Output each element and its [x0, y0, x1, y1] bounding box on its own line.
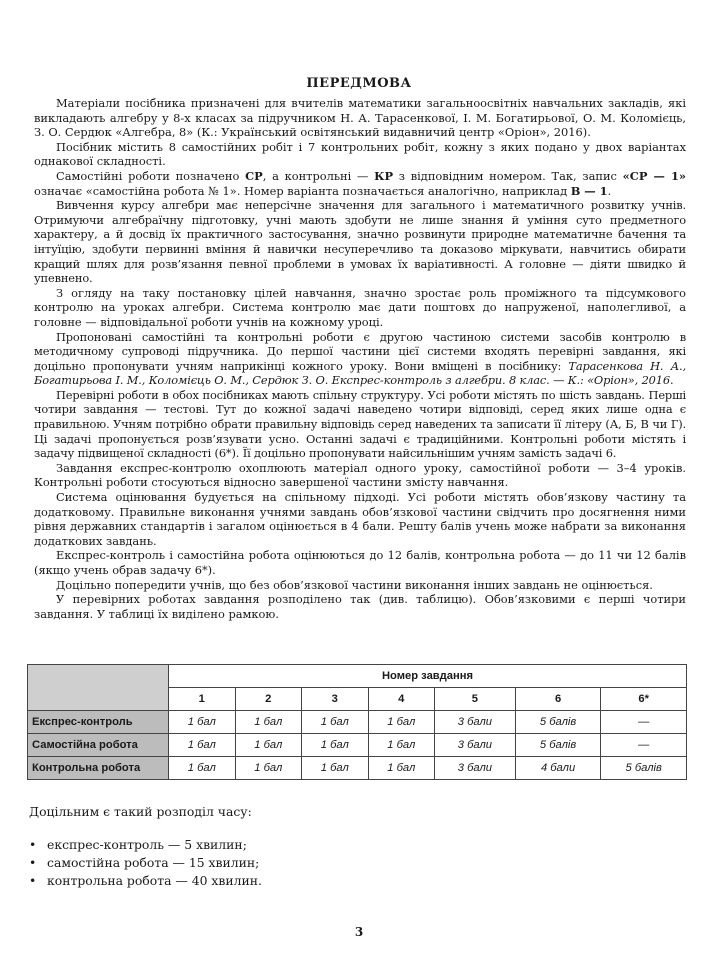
paragraph-text: Доцільно попередити учнів, що без обов’язкової частини виконання інших завдань не оцінюється. [56, 577, 653, 592]
column-header: 6 [515, 688, 601, 711]
preface-body [34, 96, 686, 621]
paragraph-10 [34, 548, 686, 577]
paragraph-text: У перевірних роботах завдання розподілено так (див. таблицю). Обов’язковими є перші чотири завдання. У таблиці їх виділено рамкою. [34, 592, 686, 621]
column-header: 6* [601, 688, 687, 711]
book-reference: Тарасенкова Н. А., Богатирьова І. М., Коломієць О. М., Сердюк З. О. Експрес-контроль з алгебри. 8 клас. — К.: «Оріон», 2016 [34, 358, 686, 388]
paragraph-11 [34, 578, 686, 593]
bullet-icon: • [29, 855, 37, 870]
row-label: Самостійна робота [28, 734, 169, 757]
paragraph-text: означає «самостійна робота № 1». Номер варіанта позначається аналогічно, наприклад [34, 183, 571, 198]
bullet-icon: • [29, 873, 37, 888]
cp-code: «СР — 1» [622, 168, 687, 183]
paragraph-text: Завдання експрес-контролю охоплюють матеріал одного уроку, самостійної роботи — 3–4 уроків. Контрольні роботи стосуються відносно завершеної частини змісту навчання. [34, 460, 686, 490]
scoring-table [27, 664, 687, 780]
table-cell: 1 бал [235, 757, 302, 780]
table-cell: — [601, 711, 687, 734]
paragraph-text: Посібник містить 8 самостійних робіт і 7 контрольних робіт, кожну з яких подано у двох варіантах однакової складності. [34, 139, 686, 169]
task-number-header: Номер завдання [169, 665, 687, 688]
table-cell: 1 бал [169, 757, 236, 780]
table-cell: 1 бал [368, 734, 435, 757]
paragraph-text: з відповідним номером. Так, запис [393, 168, 623, 183]
paragraph-text: Перевірні роботи в обох посібниках мають спільну структуру. Усі роботи містять по шість завдань. Перші чотири завдання — тестові. Тут до кожної задачі наведено чотири відповіді, серед яких лише одна є правильною. Учням потрібно обрати правильну відповідь серед наведених та записати її літеру (А, Б, В чи Г). Ці задачі пропонується розв’язувати усно. Останні задачі є традиційними. Контрольні роботи містять і задачу підвищеної складності (6*). Її доцільно пропонувати найсильнішим учням замість задачі 6. [34, 387, 686, 461]
list-item [29, 836, 262, 854]
table-cell: 3 бали [435, 711, 516, 734]
table-cell: 1 бал [302, 711, 369, 734]
paragraph-5 [34, 286, 686, 330]
paragraph-4 [34, 198, 686, 286]
table-cell: 1 бал [235, 711, 302, 734]
column-header: 2 [235, 688, 302, 711]
table-cell: 1 бал [235, 734, 302, 757]
row-label: Контрольна робота [28, 757, 169, 780]
list-item-text: контрольна робота — 40 хвилин. [47, 873, 262, 888]
paragraph-text: Самостійні роботи позначено [56, 168, 246, 183]
page-number: 3 [354, 925, 364, 939]
paragraph-text: . [607, 183, 612, 198]
paragraph-6 [34, 330, 686, 388]
time-distribution-heading: Доцільним є такий розподіл часу: [29, 804, 252, 819]
column-header: 5 [435, 688, 516, 711]
bullet-icon: • [29, 837, 37, 852]
table-cell: — [601, 734, 687, 757]
paragraph-text: , а контрольні — [262, 168, 375, 183]
paragraph-text: З огляду на таку постановку цілей навчання, значно зростає роль проміжного та підсумкового контролю на уроках алгебри. Система контролю має дати поштовх до напруженої, наполегливої, а головне — відповідальної роботи учнів на кожному уроці. [34, 285, 686, 329]
time-distribution-list [29, 836, 262, 890]
paragraph-1 [34, 96, 686, 140]
table-cell: 1 бал [368, 711, 435, 734]
paragraph-8 [34, 461, 686, 490]
kp-abbrev: КР [374, 168, 394, 183]
table-cell: 5 балів [515, 711, 601, 734]
table-cell: 5 балів [515, 734, 601, 757]
paragraph-text: Матеріали посібника призначені для вчителів математики загальноосвітніх навчальних закладів, які викладають алгебру у 8-х класах за підручником Н. А. Тарасенкової, І. М. Богатирьової, О. М. Коломієць, З. О. Сердюк «Алгебра, 8» (К.: Український освітянський видавничий центр «Оріон», 2016). [34, 96, 686, 140]
table-cell: 4 бали [515, 757, 601, 780]
column-header: 4 [368, 688, 435, 711]
table-cell: 3 бали [435, 734, 516, 757]
table-header-row [28, 665, 687, 688]
list-item [29, 872, 262, 890]
column-header: 3 [302, 688, 369, 711]
list-item-text: експрес-контроль — 5 хвилин; [47, 837, 247, 852]
page-title: ПЕРЕДМОВА [306, 76, 412, 91]
row-label: Експрес-контроль [28, 711, 169, 734]
paragraph-text: . [669, 373, 674, 388]
paragraph-12 [34, 592, 686, 621]
table-row [28, 711, 687, 734]
table-cell: 1 бал [302, 734, 369, 757]
variant-code: В — 1 [570, 183, 608, 198]
paragraph-text: Вивчення курсу алгебри має неперсічне значення для загального і математичного розвитку учнів. Отримуючи алгебраїчну підготовку, учні мають здобути не лише знання й уміння суто предметного характеру, а й досвід їх практичного застосування, значно розвинути природне математичне бачення та інтуїцію, здобути первинні вміння й навички несуперечливо та доказово міркувати, навчитись обирати кращий шлях для розв’язання певної проблеми в умовах їх варіативності. А головне — діяти швидко й упевнено. [34, 198, 686, 286]
table-cell: 1 бал [302, 757, 369, 780]
paragraph-7 [34, 388, 686, 461]
paragraph-text: Пропоновані самостійні та контрольні роботи є другою частиною системи засобів контролю в методичному супроводі підручника. До першої частини цієї системи входять перевірні завдання, які доцільно пропонувати учням наприкінці кожного уроку. Вони вміщені в посібнику: [34, 329, 686, 373]
table-corner-cell [28, 665, 169, 711]
table-row [28, 734, 687, 757]
cp-abbrev: СР [245, 168, 263, 183]
paragraph-text: Експрес-контроль і самостійна робота оцінюються до 12 балів, контрольна робота — до 11 чи 12 балів (якщо учень обрав задачу 6*). [34, 548, 686, 577]
paragraph-9 [34, 490, 686, 548]
table-cell: 1 бал [169, 734, 236, 757]
list-item-text: самостійна робота — 15 хвилин; [47, 855, 260, 870]
paragraph-2 [34, 140, 686, 169]
table-cell: 3 бали [435, 757, 516, 780]
table-row [28, 757, 687, 780]
table-cell: 1 бал [169, 711, 236, 734]
table-cell: 5 балів [601, 757, 687, 780]
paragraph-text: Система оцінювання будується на спільному підході. Усі роботи містять обов’язкову частину та додатковому. Правильне виконання учнями завдань обов’язкової частини свідчить про досягнення ними рівня державних стандартів і загалом оцінюється в 4 бали. Решту балів учень може набрати за виконання додаткових завдань. [34, 490, 686, 548]
list-item [29, 854, 262, 872]
paragraph-3 [34, 169, 686, 198]
table-cell: 1 бал [368, 757, 435, 780]
column-header: 1 [169, 688, 236, 711]
